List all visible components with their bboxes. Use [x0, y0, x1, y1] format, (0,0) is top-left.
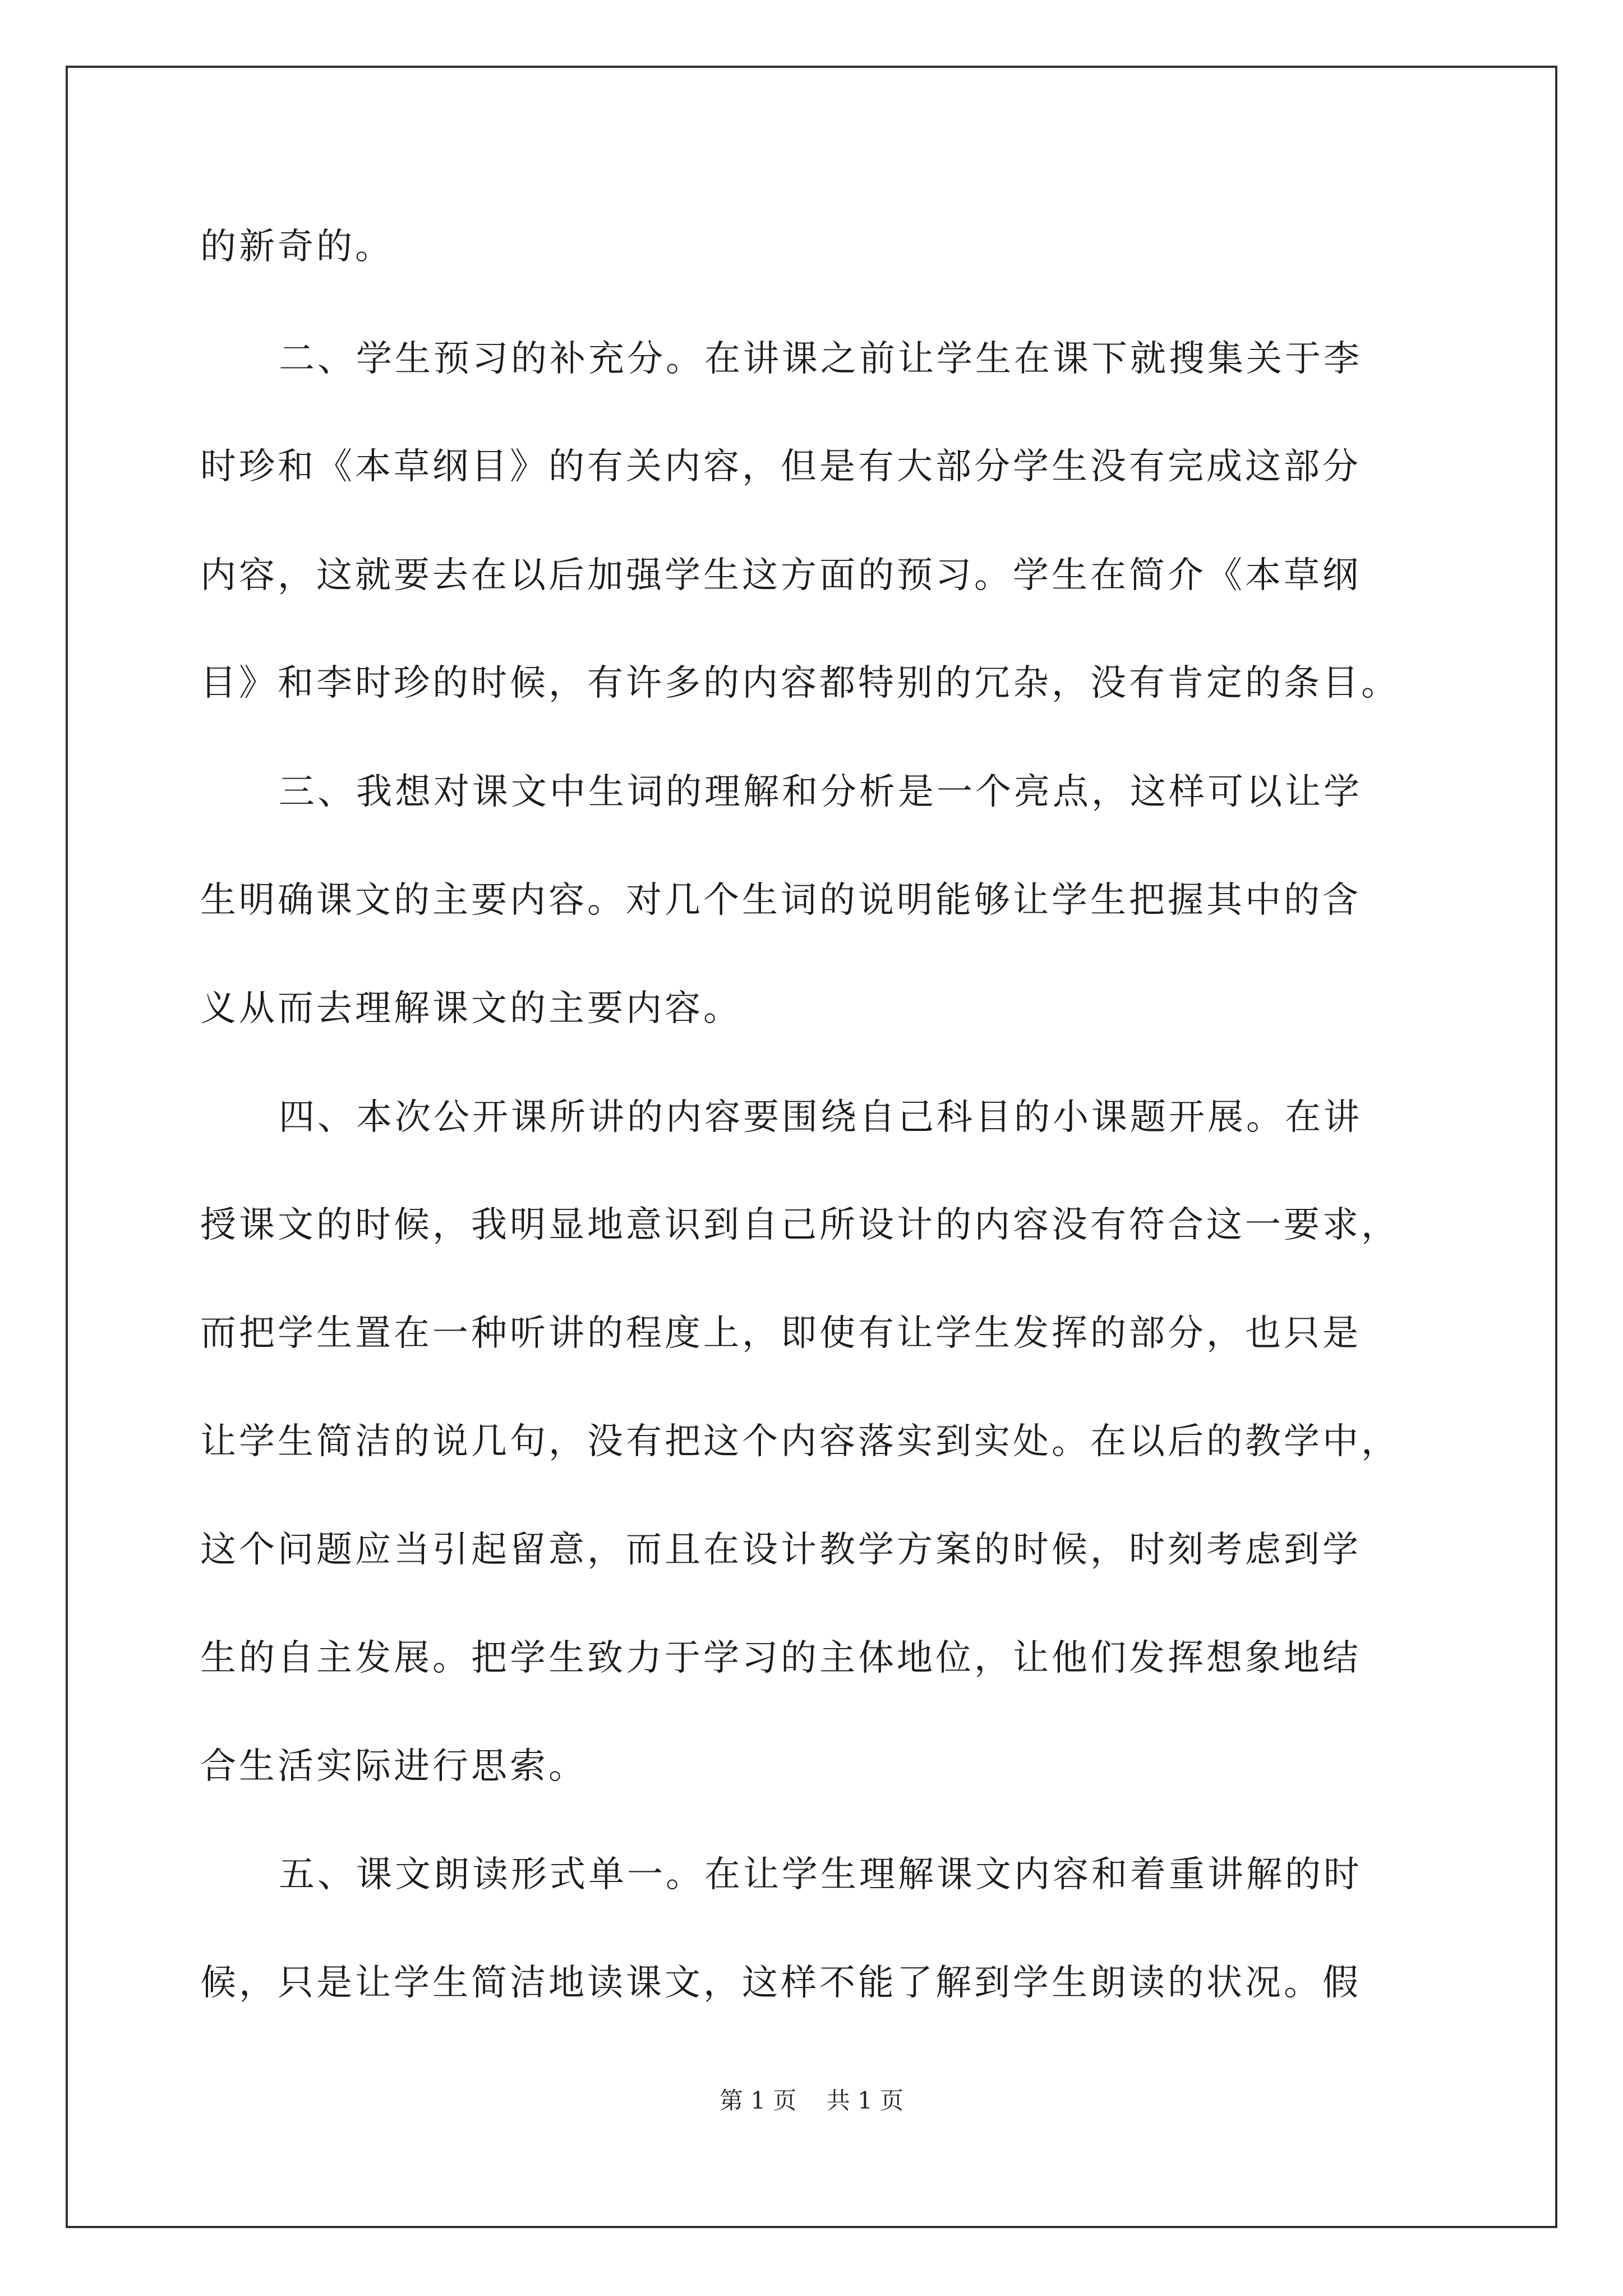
text-line: 时珍和《本草纲目》的有关内容，但是有大部分学生没有完成这部分 — [200, 446, 1361, 487]
text-line: 义从而去理解课文的主要内容。 — [200, 988, 742, 1029]
text-line: 四、本次公开课所讲的内容要围绕自己科目的小课题开展。在讲 — [279, 1097, 1362, 1138]
text-line: 五、课文朗读形式单一。在让学生理解课文内容和着重讲解的时 — [279, 1854, 1362, 1895]
text-line: 而把学生置在一种听讲的程度上，即使有让学生发挥的部分，也只是 — [200, 1313, 1361, 1354]
text-line: 二、学生预习的补充分。在讲课之前让学生在课下就搜集关于李 — [279, 338, 1362, 380]
page-number-footer: 第 1 页 共 1 页 — [719, 2087, 904, 2114]
text-line: 这个问题应当引起留意，而且在设计教学方案的时候，时刻考虑到学 — [200, 1529, 1361, 1571]
text-line: 内容，这就要去在以后加强学生这方面的预习。学生在简介《本草纲 — [200, 555, 1361, 596]
text-line: 合生活实际进行思索。 — [200, 1746, 587, 1787]
text-line: 目》和李时珍的时候，有许多的内容都特别的冗杂，没有肯定的条目。 — [200, 662, 1400, 704]
text-line: 候，只是让学生简洁地读课文，这样不能了解到学生朗读的状况。假 — [200, 1962, 1361, 2004]
text-line: 的新奇的。 — [200, 226, 394, 268]
text-line: 让学生简洁的说几句，没有把这个内容落实到实处。在以后的教学中， — [200, 1421, 1400, 1462]
text-line: 三、我想对课文中生词的理解和分析是一个亮点，这样可以让学 — [279, 771, 1362, 813]
text-line: 生明确课文的主要内容。对几个生词的说明能够让学生把握其中的含 — [200, 880, 1361, 921]
page-frame — [66, 66, 1557, 2228]
text-line: 生的自主发展。把学生致力于学习的主体地位，让他们发挥想象地结 — [200, 1637, 1361, 1679]
text-line: 授课文的时候，我明显地意识到自己所设计的内容没有符合这一要求， — [200, 1204, 1400, 1246]
